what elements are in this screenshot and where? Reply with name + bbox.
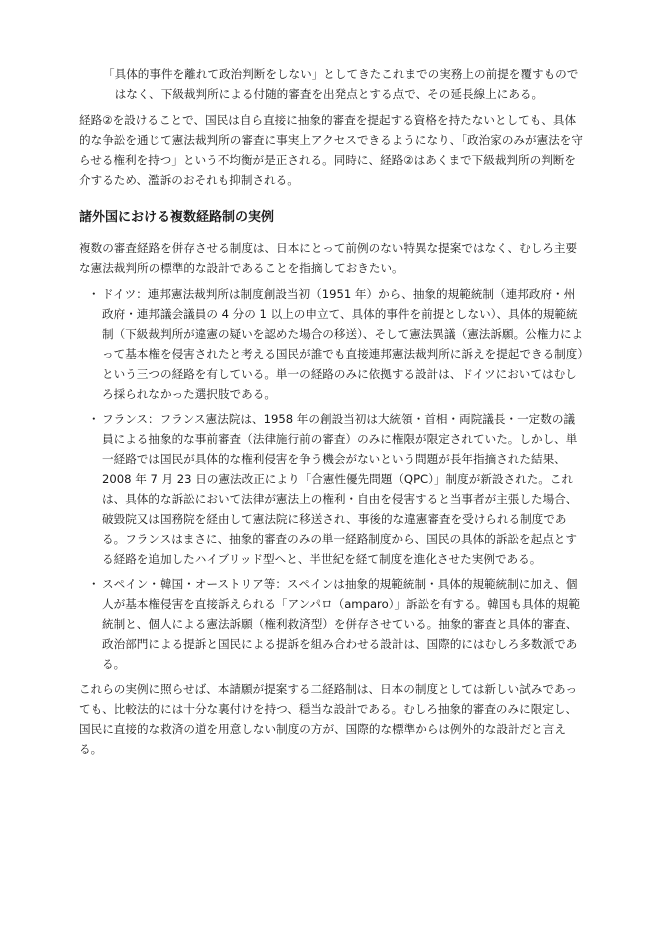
list-item-text: ドイツ：連邦憲法裁判所は制度創設当初（1951 年）から、抽象的規範統制（連邦政府・州政府・連邦議会議員の 4 分の 1 以上の申立て、具体的事件を前提としない）、具体的規範統制（下級裁判所が違憲の疑いを認めた場合の移送）、そして憲法異議（憲法訴願。公権力によって基本権を侵害されたと考える国民が誰でも直接連邦憲法裁判所に訴えを提起できる制度）という三つの経路を有している。単一の経路のみに依拠する設計は、ドイツにおいてはむしろ採られなかった選択肢である。 <box>102 287 584 401</box>
bullet-mark: ・ <box>88 287 100 301</box>
bullet-mark: ・ <box>88 577 100 591</box>
list-item-text: スペイン・韓国・オーストリア等：スペインは抽象的規範統制・具体的規範統制に加え、個人が基本権侵害を直接訴えられる「アンパロ（amparo）」訴訟を有する。韓国も具体的規範統制と、個人による憲法訴願（権利救済型）を併存させている。抽象的審査と具体的審査、政治部門による提訴と国民による提訴を組み合わせる設計は、国際的にはむしろ多数派である。 <box>102 577 580 671</box>
route2-paragraph: 経路②を設けることで、国民は自ら直接に抽象的審査を提起する資格を持たないとしても、具体的な争訟を通じて憲法裁判所の審査に事実上アクセスできるようになり、「政治家のみが憲法を守らせる権利を持つ」という不均衡が是正される。同時に、経路②はあくまで下級裁判所の判断を介するため、濫訴のおそれも抑制される。 <box>79 113 583 187</box>
list-item-france <box>79 409 586 569</box>
section-heading: 諸外国における複数経路制の実例 <box>79 210 275 225</box>
intro-tail-paragraph: 「具体的事件を離れて政治判断をしない」としてきたこれまでの実務上の前提を覆すものではなく、下級裁判所による付随的審査を出発点とする点で、その延長線上にある。 <box>103 67 579 101</box>
section-intro-paragraph: 複数の審査経路を併存させる制度は、日本にとって前例のない特異な提案ではなく、むしろ主要な憲法裁判所の標準的な設計であることを指摘しておきたい。 <box>79 241 578 275</box>
examples-list <box>79 284 586 674</box>
list-item-spain-korea-austria <box>79 574 586 674</box>
bullet-mark: ・ <box>88 412 100 426</box>
list-item-germany <box>79 284 586 404</box>
conclusion-paragraph: これらの実例に照らせば、本請願が提案する二経路制は、日本の制度としては新しい試みであっても、比較法的には十分な裏付けを持つ、穏当な設計である。むしろ抽象的審査のみに限定し、国民に直接的な救済の道を用意しない制度の方が、国際的な標準からは例外的な設計だと言える。 <box>79 682 578 756</box>
list-item-text: フランス：フランス憲法院は、1958 年の創設当初は大統領・首相・両院議長・一定数の議員による抽象的な事前審査（法律施行前の審査）のみに権限が限定されていた。しかし、単一経路では国民が具体的な権利侵害を争う機会がないという問題が長年指摘された結果、2008 年 7 月 23 日の憲法改正により「合憲性優先問題（QPC）」制度が新設された。これは、具体的な訴訟において法律が憲法上の権利・自由を侵害すると当事者が主張した場合、破毀院又は国務院を経由して憲法院に移送され、事後的な違憲審査を受けられる制度である。フランスはまさに、抽象的審査のみの単一経路制度から、国民の具体的訴訟を起点とする経路を追加したハイブリッド型へと、半世紀を経て制度を進化させた実例である。 <box>102 412 578 566</box>
